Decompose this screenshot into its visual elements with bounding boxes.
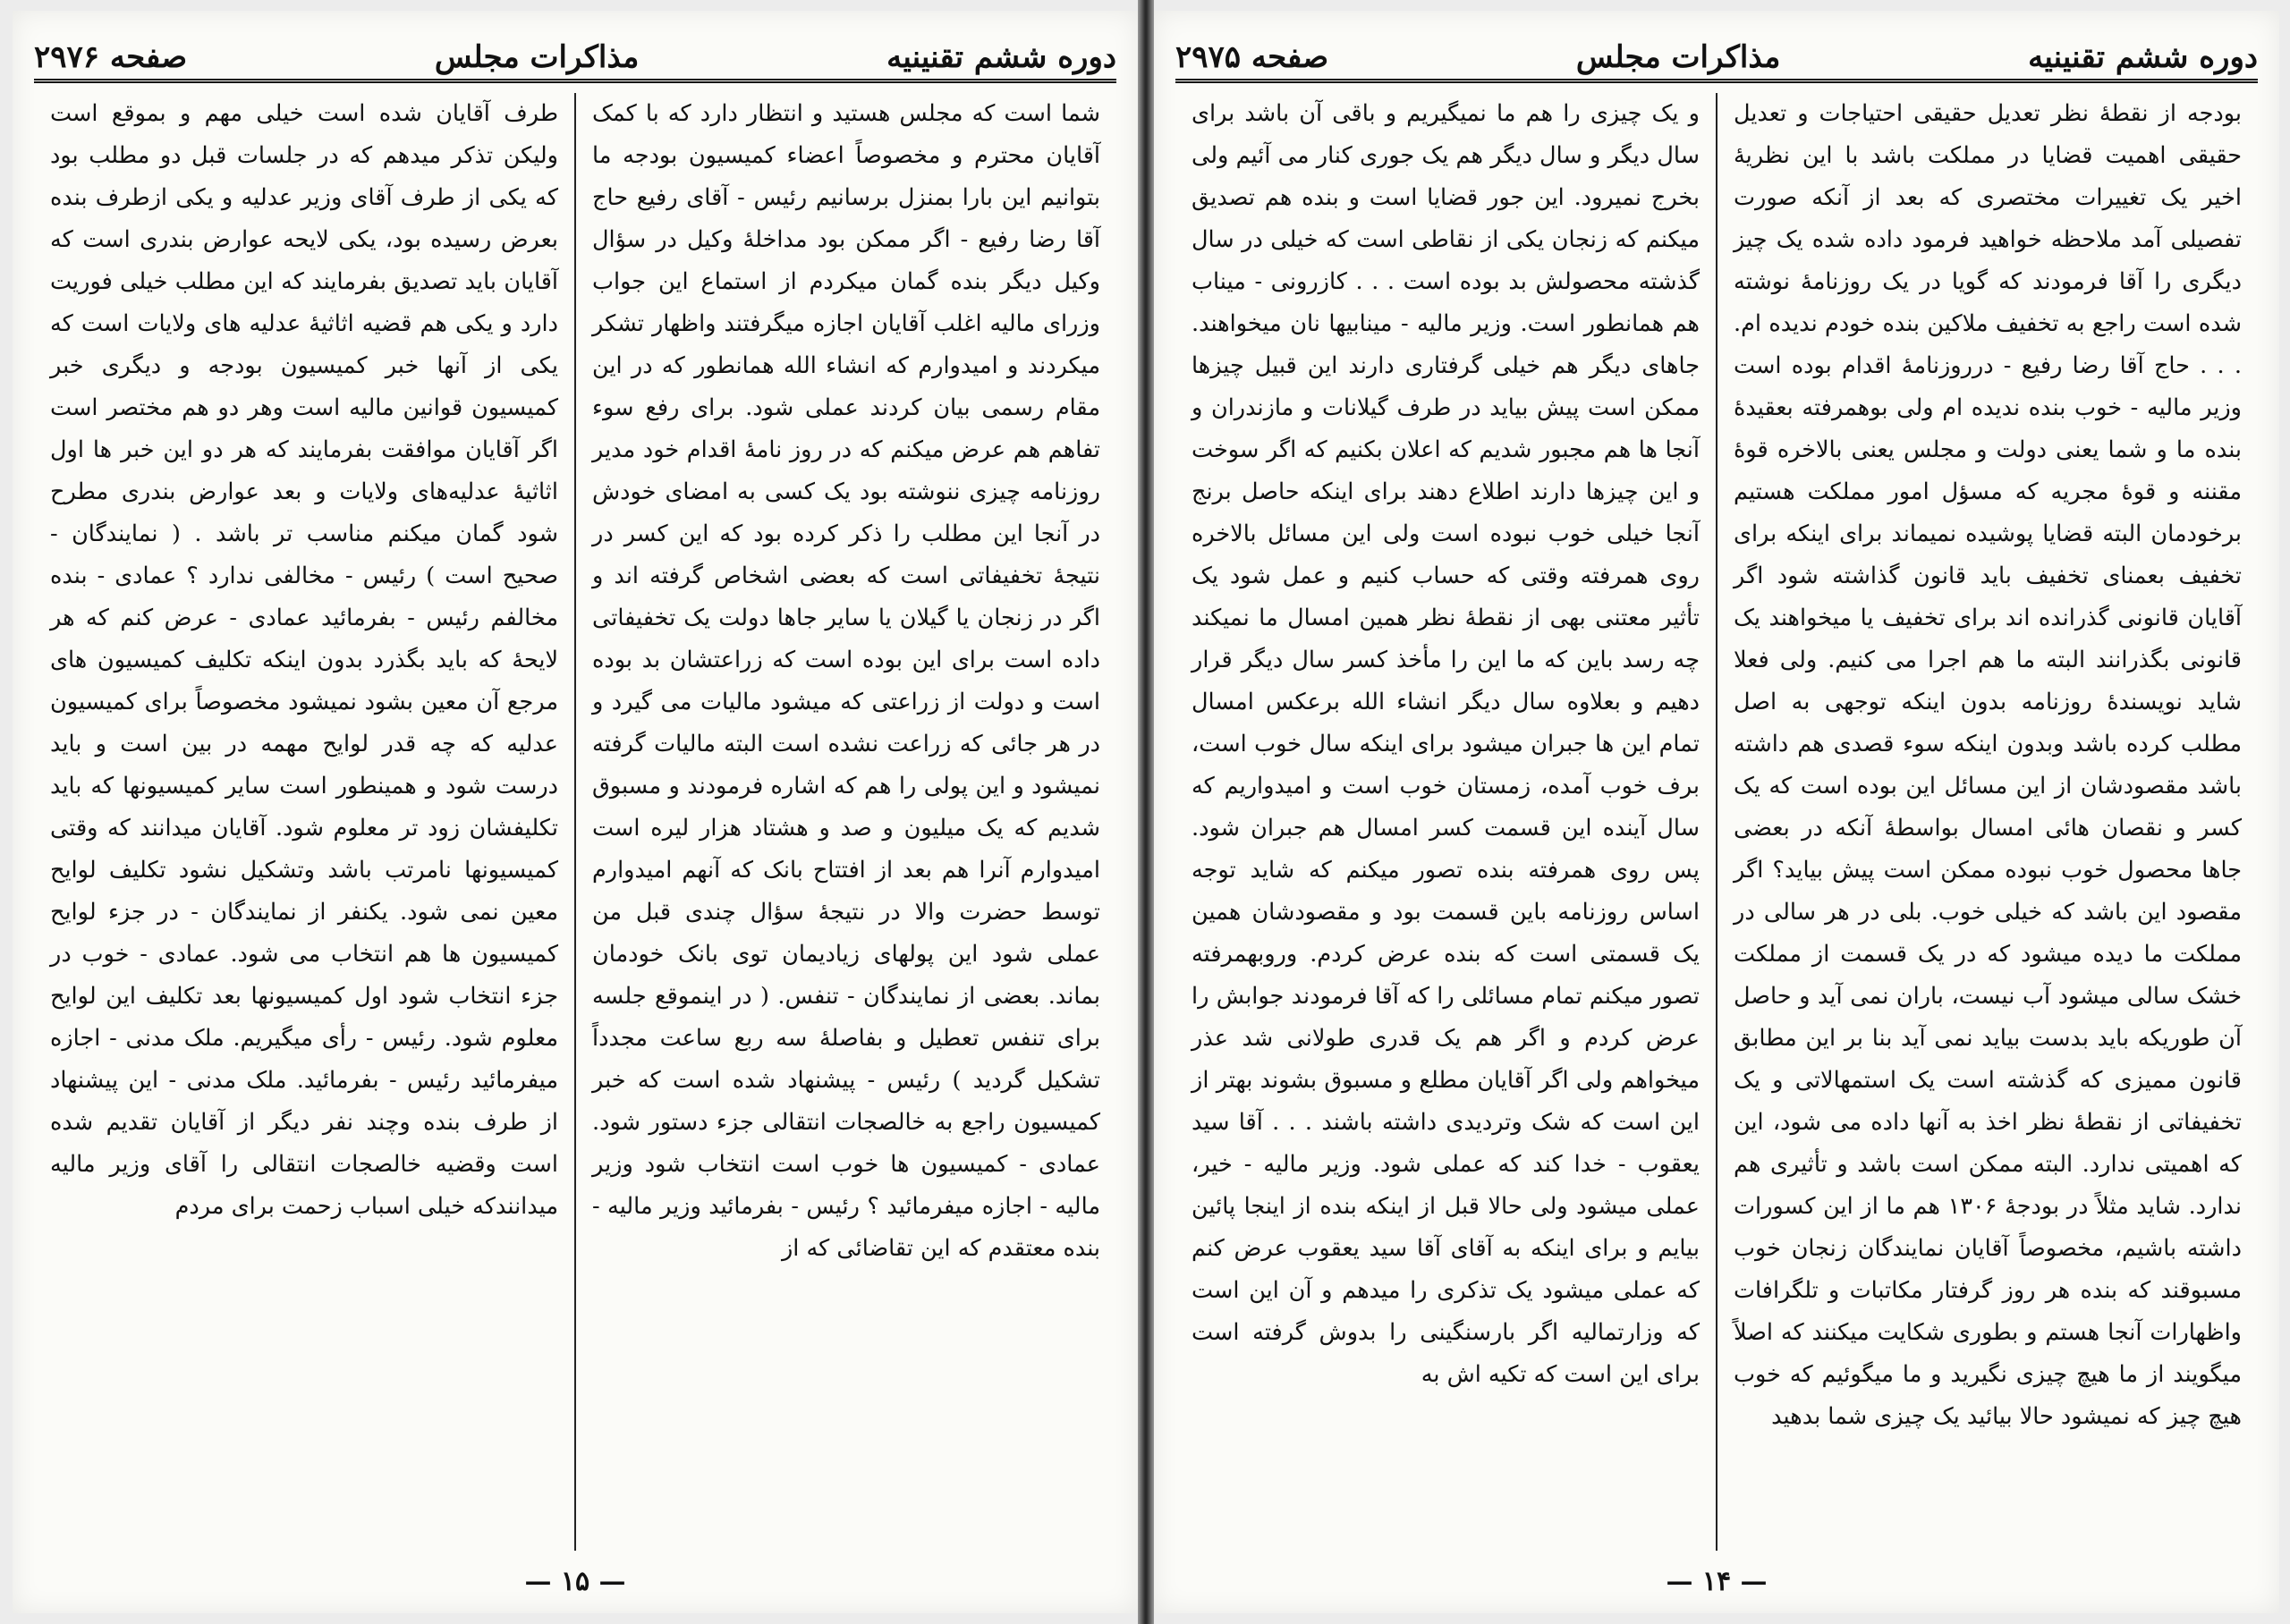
right-page-label: صفحه ۲۹۷۵ [1175, 39, 1329, 75]
left-page-number: — ۱۵ — [524, 1566, 626, 1597]
right-column-left-text: و یک چیزی را هم ما نمیگیریم و باقی آن باشد برای سال دیگر و سال دیگر هم یک جوری کنار می آئیم ولی بخرج نمیرود. این جور قضایا است و بنده هم تصدیق میکنم که زنجان یکی از نقاطی است که خیلی در سال گذشته محصولش بد بوده است . . . کازرونی - میناب هم همانطور است. وزیر مالیه - مینابیها نان میخواهند. جاهای دیگر هم خیلی گرفتاری دارند این قبیل چیزها ممکن است پیش بیاید در طرف گیلانات و مازندران و آنجا ها هم مجبور شدیم که اعلان بکنیم که اگر سوخت و این چیزها دارند اطلاع دهند برای اینکه حاصل برنج آنجا خیلی خوب نبوده است ولی این مسائل بالاخره روی همرفته وقتی که حساب کنیم و عمل شود یک تأثیر معتنی بهی از نقطهٔ نظر همین امسال ما نمیکند چه رسد باین که ما این را مأخذ کسر سال دیگر قرار دهیم و بعلاوه سال دیگر انشاء الله برعکس امسال تمام این ها جبران میشود برای اینکه سال خوب است، برف خوب آمده، زمستان خوب است و امیدواریم که سال آینده این قسمت کسر امسال هم جبران شود. پس روی همرفته بنده تصور میکنم که شاید توجه اساس روزنامه باین قسمت بود و مقصودشان همین یک قسمتی است که بنده عرض کردم. وروبهمرفته تصور میکنم تمام مسائلی را که آقا فرمودند جوابش را عرض کردم و اگر هم یک قدری طولانی شد عذر میخواهم ولی اگر آقایان مطلع و مسبوق بشوند بهتر از این است که شک وتردیدی داشته باشند . . . آقا سید یعقوب - خدا کند که عملی شود. وزیر مالیه - خیر، عملی میشود ولی حالا قبل از اینکه بنده از اینجا پائین بیایم و برای اینکه به آقای آقا سید یعقوب عرض کنم که عملی میشود یک تذکری را میدهم و آن این است که وزارتمالیه اگر بارسنگینی را بدوش گرفته است برای این است که تکیه اش به [1192, 100, 1701, 1388]
left-page-column-left [34, 93, 576, 1551]
left-page-label: صفحه ۲۹۷۶ [34, 39, 188, 75]
right-page-column-right [1718, 93, 2258, 1551]
left-page-columns [34, 93, 1116, 1551]
left-page-header [34, 23, 1116, 83]
right-page-number: — ۱۴ — [1666, 1566, 1768, 1597]
right-session-title: دوره ششم تقنینیه [2028, 39, 2258, 75]
left-header-title: مذاکرات مجلس [434, 39, 640, 75]
left-session-title: دوره ششم تقنینیه [886, 39, 1116, 75]
right-page [1154, 11, 2279, 1613]
right-header-title: مذاکرات مجلس [1575, 39, 1781, 75]
right-page-columns [1175, 93, 2258, 1551]
left-column-left-text: طرف آقایان شده است خیلی مهم و بموقع است ولیکن تذکر میدهم که در جلسات قبل دو مطلب بود که یکی از طرف آقای وزیر عدلیه و یکی ازطرف بنده بعرض رسیده بود، یکی لایحه عوارض بندری است که آقایان باید تصدیق بفرمایند که این مطلب خیلی فوریت دارد و یکی هم قضیه اثاثیهٔ عدلیه های ولایات است که یکی از آنها خبر کمیسیون بودجه و دیگری خبر کمیسیون قوانین مالیه است وهر دو هم مختصر است اگر آقایان موافقت بفرمایند که هر دو این خبر ها اول اثاثیهٔ عدلیه‌های ولایات و بعد عوارض بندری مطرح شود گمان میکنم مناسب تر باشد . ( نمایندگان - صحیح است ) رئیس - مخالفی ندارد ؟ عمادی - بنده مخالفم رئیس - بفرمائید عمادی - عرض کنم که هر لایحهٔ که باید بگذرد بدون اینکه تکلیف کمیسیون های مرجع آن معین بشود نمیشود مخصوصاً برای کمیسیون عدلیه که چه قدر لوایح مهمه در بین است و باید درست شود و همینطور است سایر کمیسیونها که باید تکلیفشان زود تر معلوم شود. آقایان میدانند که وقتی کمیسیونها نامرتب باشد وتشکیل نشود تکلیف لوایح معین نمی شود. یکنفر از نمایندگان - در جزء لوایح کمیسیون ها هم انتخاب می شود. عمادی - خوب در جزء انتخاب شود اول کمیسیونها بعد تکلیف این لوایح معلوم شود. رئیس - رأی میگیریم. ملک مدنی - اجازه میفرمائید رئیس - بفرمائید. ملک مدنی - این پیشنهاد از طرف بنده وچند نفر دیگر از آقایان تقدیم شده است وقضیه خالصجات انتقالی را آقای وزیر مالیه میدانندکه خیلی اسباب زحمت برای مردم [50, 100, 558, 1220]
right-column-right-text: بودجه از نقطهٔ نظر تعدیل حقیقی احتیاجات و تعدیل حقیقی اهمیت قضایا در مملکت باشد با این نظریهٔ اخیر یک تغییرات مختصری که بعد از آنکه صورت تفصیلی آمد ملاحظه خواهید فرمود داده شده یک چیز دیگری را آقا فرمودند که گویا در یک روزنامهٔ نوشته شده است راجع به تخفیف ملاکین بنده خودم ندیده ام. . . . حاج آقا رضا رفیع - درروزنامهٔ اقدام بوده است وزیر مالیه - خوب بنده ندیده ام ولی بوهمرفته بعقیدهٔ بنده ما و شما یعنی دولت و مجلس یعنی بالاخره قوهٔ مقننه و قوهٔ مجریه که مسؤل امور مملکت هستیم برخودمان البته قضایا پوشیده نمیماند برای اینکه برای تخفیف بعمنای تخفیف باید قانون گذاشته شود اگر آقایان قانونی گذرانده اند برای تخفیف یا میخواهند یک قانونی بگذرانند البته ما هم اجرا می کنیم. ولی فعلا شاید نویسندهٔ روزنامه بدون اینکه توجهی به اصل مطلب کرده باشد وبدون اینکه سوء قصدی هم داشته باشد مقصودشان از این مسائل این بوده است که یک کسر و نقصان هائی امسال بواسطهٔ آنکه در بعضی جاها محصول خوب نبوده ممکن است پیش بیاید؟ اگر مقصود این باشد که خیلی خوب. بلی در هر سالی در مملکت ما دیده میشود که در یک قسمت از مملکت خشک سالی میشود آب نیست، باران نمی آید و حاصل آن طوریکه باید بدست بیاید نمی آید بنا بر این مطابق قانون ممیزی که گذشته است یک استمهالاتی و یک تخفیفاتی از نقطهٔ نظر اخذ به آنها داده می شود، این که اهمیتی ندارد. البته ممکن است باشد و تأثیری هم ندارد. شاید مثلاً در بودجهٔ ۱۳۰۶ هم ما از این کسورات داشته باشیم، مخصوصاً آقایان نمایندگان زنجان خوب مسبوقند که بنده هر روز گرفتار مکاتبات و تلگرافات واظهارات آنجا هستم و بطوری شکایت میکنند که اصلاً میگویند از ما هیچ چیزی نگیرید و ما میگوئیم که خوب هیچ چیز که نمیشود حالا بیائید یک چیزی شما بدهید [1734, 100, 2242, 1430]
right-page-column-left [1175, 93, 1718, 1551]
right-page-header [1175, 23, 2258, 83]
left-column-right-text: شما است که مجلس هستید و انتظار دارد که با کمک آقایان محترم و مخصوصاً اعضاء کمیسیون بودجه ما بتوانیم این بارا بمنزل برسانیم رئیس - آقای رفیع حاج آقا رضا رفیع - اگر ممکن بود مداخلهٔ وکیل در سؤال وکیل دیگر بنده گمان میکردم از استماع این جواب وزرای مالیه اغلب آقایان اجازه میگرفتند واظهار تشکر میکردند و امیدوارم که انشاء الله همانطور که در این مقام رسمی بیان کردند عملی شود. برای رفع سوء تفاهم هم عرض میکنم که در روز نامهٔ اقدام خود مدیر روزنامه چیزی ننوشته بود یک کسی به امضای خودش در آنجا این مطلب را ذکر کرده بود که این کسر در نتیجهٔ تخفیفاتی است که بعضی اشخاص گرفته اند و اگر در زنجان یا گیلان یا سایر جاها دولت یک تخفیفاتی داده است برای این بوده است که زراعتشان بد بوده است و دولت از زراعتی که میشود مالیات می گیرد و در هر جائی که زراعت نشده است البته مالیات گرفته نمیشود و این پولی را هم که اشاره فرمودند و مسبوق شدیم که یک میلیون و صد و هشتاد هزار لیره است امیدوارم آنرا هم بعد از افتتاح بانک که آنهم امیدوارم توسط حضرت والا در نتیجهٔ سؤال چندی قبل من عملی شود این پولهای زیادیمان توی بانک خودمان بماند. بعضی از نمایندگان - تنفس. ( در اینموقع جلسه برای تنفس تعطیل و بفاصلهٔ سه ربع ساعت مجدداً تشکیل گردید ) رئیس - پیشنهاد شده است که خبر کمیسیون راجع به خالصجات انتقالی جزء دستور شود. عمادی - کمیسیون ها خوب است انتخاب شود وزیر مالیه - اجازه میفرمائید ؟ رئیس - بفرمائید وزیر مالیه - بنده معتقدم که این تقاضائی که از [592, 100, 1100, 1262]
left-page-column-right [576, 93, 1116, 1551]
left-page [13, 11, 1138, 1613]
book-gutter [1138, 0, 1154, 1624]
